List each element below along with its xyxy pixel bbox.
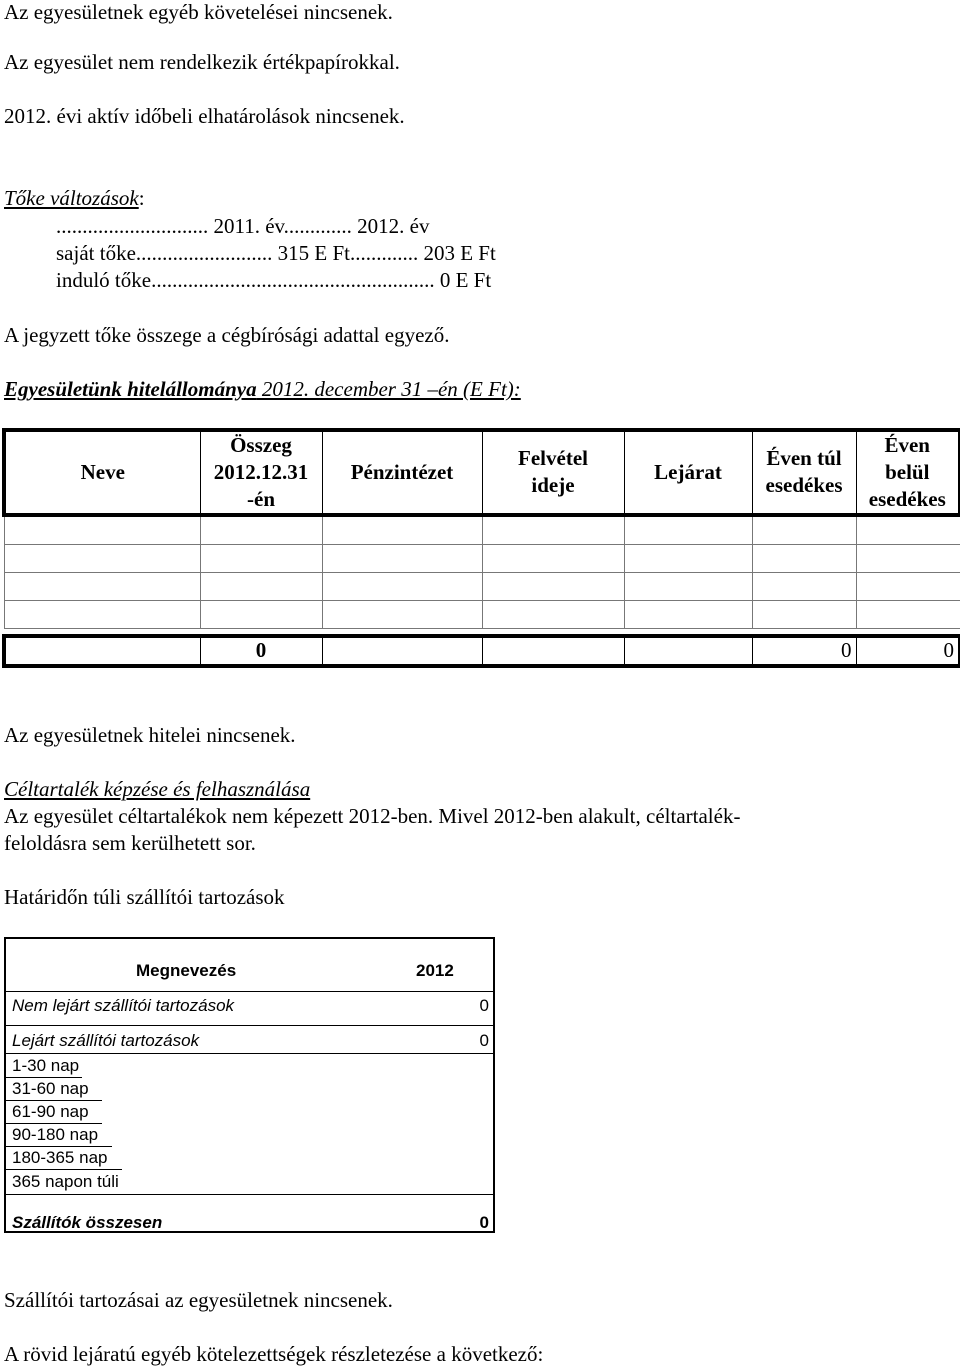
list-item: 365 napon túli [12,1172,119,1191]
list-item: 31-60 nap [12,1079,89,1098]
short-term-note: A rövid lejáratú egyéb kötelezettségek részletezése a következő: [4,1342,544,1366]
table-row [4,572,960,600]
table-row [4,544,960,572]
supplier-not-overdue-value: 0 [479,996,489,1015]
overdue-title: Határidőn túli szállítói tartozások [4,885,285,909]
total-name-cell [4,636,200,666]
reserve-line2: feloldásra sem kerülhetett sor. [4,831,256,855]
capital-changes-title [4,186,145,211]
text-no-securities: Az egyesület nem rendelkezik értékpapírokkal. [4,50,400,74]
supplier-row-overdue [10,1031,489,1053]
col-over-year [752,430,856,515]
total-taken-cell [482,636,624,666]
credit-table-total-row [4,636,960,666]
col-amount-l2: 2012.12.31 [213,459,309,484]
supplier-not-overdue-label: Nem lejárt szállítói tartozások [12,996,235,1015]
supplier-total-row [10,1213,489,1235]
total-maturity-cell [624,636,752,666]
list-item: 1-30 nap [12,1056,80,1075]
capital-row-initial: induló tőke...................................................... 0 E Ft [56,268,492,292]
supplier-header-row [10,961,489,983]
capital-header-row: ............................. 2011. év............. 2012. év [56,214,430,238]
list-item: 180-365 nap [12,1148,108,1167]
reserve-line1: Az egyesület céltartalékok nem képezett 2012-ben. Mivel 2012-ben alakult, céltartalék- [4,804,741,828]
col-name: Neve [4,430,200,515]
credit-title [4,377,521,402]
total-within-year: 0 [856,636,960,666]
col-taken-l2: ideje [531,473,575,498]
credit-table [2,428,960,668]
total-over-year: 0 [752,636,856,666]
supplier-header-name: Megnevezés [136,961,237,980]
col-within-year [856,430,960,515]
supplier-row-not-overdue [10,996,489,1018]
col-within-l3: esedékes [868,486,946,511]
col-bank: Pénzintézet [322,430,482,515]
capital-row-equity: saját tőke.......................... 315 E Ft............. 203 E Ft [56,241,496,265]
text-no-other-receivables: Az egyesületnek egyéb követelései nincsenek. [4,0,393,24]
table-row [4,600,960,628]
col-taken [482,430,624,515]
total-amount: 0 [200,636,322,666]
col-over-l2: esedékes [765,473,843,498]
col-taken-l1: Felvétel [518,446,588,471]
credit-title-rest: 2012. december 31 –én (E Ft): [256,377,521,401]
list-item: 61-90 nap [12,1102,89,1121]
total-bank-cell [322,636,482,666]
col-amount-l1: Összeg [230,433,292,457]
supplier-table [4,937,495,1233]
capital-changes-colon: : [138,186,145,210]
credit-title-main: Egyesületünk hitelállománya [4,377,257,401]
list-item: 90-180 nap [12,1125,99,1144]
col-within-l2: belül [885,459,930,484]
supplier-overdue-value: 0 [479,1031,489,1050]
col-over-l1: Éven túl [766,446,842,471]
col-amount-l3: -én [247,486,275,511]
col-amount [200,430,322,515]
capital-note: A jegyzett tőke összege a cégbírósági adattal egyező. [4,323,450,347]
supplier-header-year: 2012 [416,961,454,980]
supplier-note: Szállítói tartozásai az egyesületnek nincsenek. [4,1288,393,1312]
supplier-overdue-label: Lejárt szállítói tartozások [12,1031,200,1050]
text-no-accruals: 2012. évi aktív időbeli elhatárolások nincsenek. [4,104,405,128]
supplier-total-value: 0 [479,1213,489,1232]
credit-note: Az egyesületnek hitelei nincsenek. [4,723,296,747]
col-maturity: Lejárat [624,430,752,515]
table-row [4,515,960,545]
credit-table-header [4,430,960,515]
supplier-total-label: Szállítók összesen [12,1213,163,1232]
capital-changes-title-text: Tőke változások [4,186,139,210]
col-within-l1: Éven [884,433,930,457]
reserve-title: Céltartalék képzése és felhasználása [4,777,311,801]
